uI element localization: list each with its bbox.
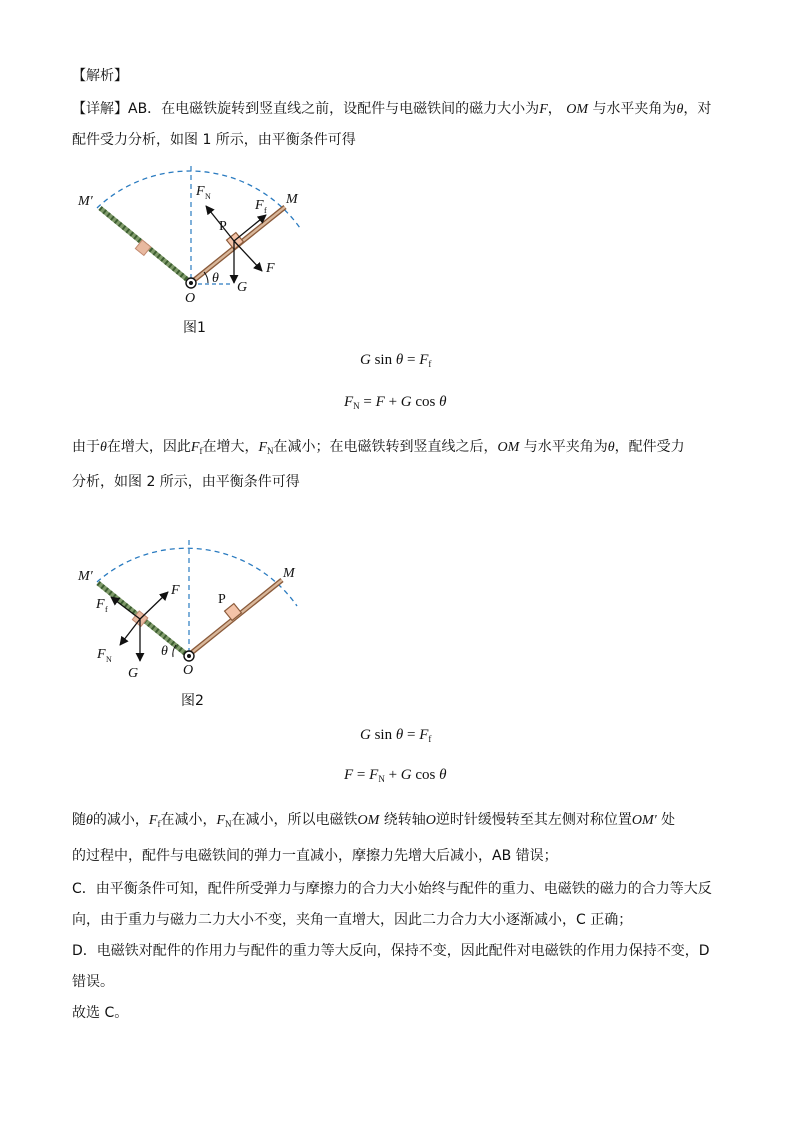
conclusion: 故选 C。 bbox=[72, 1005, 129, 1021]
para4-line1: C．由平衡条件可知，配件所受弹力与摩擦力的合力大小始终与配件的重力、电磁铁的磁力的合力等大反 bbox=[72, 881, 712, 897]
fig2-label-Mprime: M′ bbox=[78, 569, 93, 584]
para1-line2: 配件受力分析，如图 1 所示，由平衡条件可得 bbox=[72, 132, 356, 148]
para5-line2: 错误。 bbox=[72, 974, 114, 990]
para2-text-c: 在增大， bbox=[202, 439, 259, 455]
fig2-label-G: G bbox=[128, 666, 139, 681]
eq2-G: G bbox=[400, 394, 412, 410]
para3-text-g: 处 bbox=[661, 812, 676, 828]
para3-text-b: 的减小， bbox=[92, 812, 149, 828]
fig2-arrow-Ff bbox=[111, 597, 140, 619]
para3-OMprime: OM′ bbox=[631, 813, 657, 828]
fig1-label-G: G bbox=[237, 280, 248, 295]
fig1-label-M: M bbox=[286, 192, 298, 207]
equation-3 bbox=[360, 727, 431, 744]
fig2-label-Ff: F bbox=[96, 597, 105, 612]
eq3-theta: θ bbox=[395, 727, 404, 743]
eq1-eq: = bbox=[406, 352, 416, 368]
fig2-dashed-arc bbox=[97, 548, 297, 606]
eq1-F: F bbox=[419, 352, 429, 368]
para3-text-c: 在减小， bbox=[160, 812, 217, 828]
var-OM: OM bbox=[566, 102, 588, 117]
para2-text-a: 由于 bbox=[72, 439, 100, 455]
detail-tag: 【详解】 bbox=[72, 101, 128, 117]
eq2-F2: F bbox=[375, 394, 385, 410]
eq4-F: F bbox=[344, 767, 354, 783]
para2-text-f: ，配件受力 bbox=[614, 439, 685, 455]
eq2-plus: + bbox=[388, 394, 398, 410]
eq4-plus: + bbox=[388, 767, 398, 783]
eq2-sub-N: N bbox=[353, 401, 360, 411]
fig2-arrow-FN bbox=[120, 619, 140, 645]
fig1-caption: 图1 bbox=[183, 320, 206, 336]
para2-Ff: F bbox=[190, 440, 200, 455]
para3-O: O bbox=[425, 813, 436, 828]
fig1-label-Mprime: M′ bbox=[78, 194, 93, 209]
fig2-caption: 图2 bbox=[181, 693, 204, 709]
fig2-label-FN-sub: N bbox=[106, 655, 112, 664]
eq2-eq: = bbox=[363, 394, 372, 410]
para1-text-a: AB．在电磁铁旋转到竖直线之前，设配件与电磁铁间的磁力大小为 bbox=[128, 101, 540, 117]
eq4-cos: cos bbox=[415, 767, 436, 783]
fig2-label-FN: F bbox=[97, 647, 106, 662]
fig1-label-O: O bbox=[185, 291, 196, 306]
para2-theta: θ bbox=[100, 440, 107, 455]
para2-text-e: 与水平夹角为 bbox=[523, 439, 608, 455]
para4-line2: 向，由于重力与磁力二力大小不变，夹角一直增大，因此二力合力大小逐渐减小，C 正确； bbox=[72, 912, 633, 928]
para3-text-a: 随 bbox=[72, 812, 86, 828]
fig1-label-FN: F bbox=[196, 184, 205, 199]
para2-OM: OM bbox=[497, 440, 520, 455]
eq1-theta: θ bbox=[395, 352, 404, 368]
para5-line1: D．电磁铁对配件的作用力与配件的重力等大反向，保持不变，因此配件对电磁铁的作用力保持不变，D bbox=[72, 943, 710, 959]
eq2-F: F bbox=[344, 394, 354, 410]
fig1-label-Ff-sub: f bbox=[264, 206, 267, 215]
eq3-sub-f: f bbox=[428, 734, 432, 744]
eq4-G: G bbox=[400, 767, 412, 783]
fig2-block-P bbox=[225, 604, 242, 621]
analysis-header: 【解析】 bbox=[72, 68, 128, 84]
var-F: F bbox=[539, 102, 548, 117]
eq4-theta: θ bbox=[439, 767, 447, 783]
eq3-eq: = bbox=[406, 727, 416, 743]
para3-text-d: 在减小，所以电磁铁 bbox=[231, 812, 358, 828]
fig2-label-theta: θ bbox=[161, 644, 168, 659]
eq1-sub-f: f bbox=[428, 359, 432, 369]
eq1-G: G bbox=[360, 352, 371, 368]
para2-FN-sub: N bbox=[267, 446, 274, 456]
para3-FN: F bbox=[216, 813, 226, 828]
para1-text-b: ， bbox=[547, 101, 562, 117]
eq2-theta: θ bbox=[439, 394, 447, 410]
para2-FN: F bbox=[258, 440, 268, 455]
para1-text-c: 与水平夹角为 bbox=[592, 101, 677, 117]
fig2-arrow-F bbox=[140, 592, 168, 619]
eq1-sin: sin bbox=[374, 352, 393, 368]
eq3-G: G bbox=[360, 727, 371, 743]
equation-4 bbox=[344, 767, 447, 784]
para2-text-d: 在减小；在电磁铁转到竖直线之后， bbox=[273, 439, 498, 455]
fig1-label-theta: θ bbox=[212, 271, 219, 286]
para3-line2: 的过程中，配件与电磁铁间的弹力一直减小，摩擦力先增大后减小，AB 错误； bbox=[72, 848, 558, 864]
para3-theta: θ bbox=[86, 813, 93, 828]
para3-text-e: 绕转轴 bbox=[383, 812, 426, 828]
eq3-sin: sin bbox=[374, 727, 393, 743]
para2-text-b: 在增大，因此 bbox=[106, 439, 191, 455]
para2-Ff-sub: f bbox=[199, 446, 203, 456]
para3-FN-sub: N bbox=[225, 819, 232, 829]
para3-Ff: F bbox=[148, 813, 158, 828]
eq4-sub-N: N bbox=[378, 774, 385, 784]
para3-line1 bbox=[72, 810, 675, 834]
fig1-label-F: F bbox=[266, 261, 275, 276]
var-theta: θ bbox=[676, 102, 684, 117]
para2-theta2: θ bbox=[607, 440, 615, 455]
para2-line2: 分析，如图 2 所示，由平衡条件可得 bbox=[72, 474, 300, 490]
para3-text-f: 逆时针缓慢转至其左侧对称位置 bbox=[435, 812, 632, 828]
eq4-F2: F bbox=[369, 767, 379, 783]
fig1-label-FN-sub: N bbox=[205, 192, 211, 201]
fig2-label-M: M bbox=[283, 566, 295, 581]
fig2-label-P: P bbox=[218, 592, 226, 607]
para3-Ff-sub: f bbox=[157, 819, 161, 829]
eq2-cos: cos bbox=[415, 394, 436, 410]
para1-text-d: ，对 bbox=[683, 101, 712, 117]
eq3-F: F bbox=[419, 727, 429, 743]
fig1-label-Ff: F bbox=[255, 198, 264, 213]
eq4-eq: = bbox=[356, 767, 366, 783]
para3-OM: OM bbox=[357, 813, 380, 828]
fig2-label-O: O bbox=[183, 663, 194, 678]
fig2-label-F: F bbox=[171, 583, 180, 598]
fig2-label-Ff-sub: f bbox=[105, 605, 108, 614]
fig1-label-P: P bbox=[219, 219, 227, 234]
